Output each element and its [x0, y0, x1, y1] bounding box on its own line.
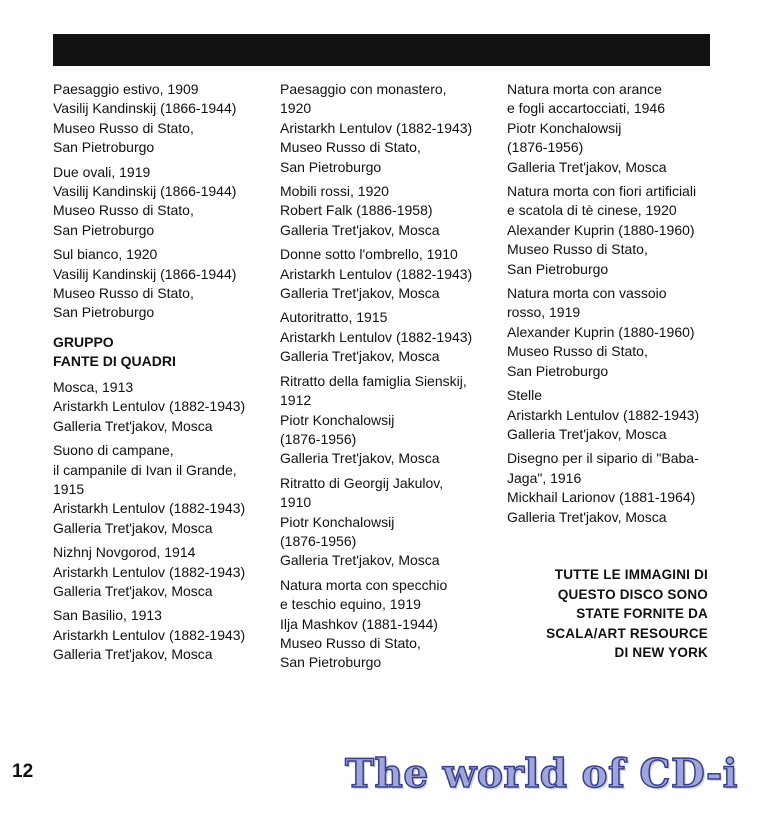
entry-line: Paesaggio con monastero, — [280, 81, 447, 97]
entry-line: Galleria Tret'jakov, Mosca — [507, 508, 667, 525]
artwork-entry — [53, 378, 273, 436]
artwork-entry — [280, 474, 500, 571]
entry-line: e teschio equino, 1919 — [280, 596, 421, 613]
entry-line: Galleria Tret'jakov, Mosca — [53, 582, 213, 599]
header-bar — [53, 34, 710, 66]
column-3 — [507, 80, 727, 532]
entry-line: Robert Falk (1886-1958) — [280, 202, 433, 219]
artwork-entry — [507, 182, 727, 279]
artwork-entry — [53, 543, 273, 601]
entry-line: Donne sotto l'ombrello, 1910 — [280, 246, 458, 263]
entry-line: Paesaggio estivo, 1909 — [53, 81, 199, 97]
entry-line: San Pietroburgo — [53, 221, 155, 238]
entry-line: Ritratto della famiglia Sienskij, — [280, 372, 467, 389]
entry-line: Sul bianco, 1920 — [53, 246, 158, 263]
entry-line: Galleria Tret'jakov, Mosca — [53, 519, 213, 536]
artwork-entry — [280, 308, 500, 366]
entry-line: Natura morta con fiori artificiali — [507, 183, 697, 200]
artwork-entry — [280, 372, 500, 469]
entry-line: Galleria Tret'jakov, Mosca — [53, 646, 213, 663]
entry-line: Museo Russo di Stato, — [507, 241, 648, 258]
entry-line: Aristarkh Lentulov (1882-1943) — [280, 328, 473, 345]
artwork-entry — [53, 80, 273, 158]
entry-line: Galleria Tret'jakov, Mosca — [53, 417, 213, 434]
page-number: 12 — [12, 761, 34, 782]
entry-line: Mobili rossi, 1920 — [280, 183, 389, 200]
entry-line: Due ovali, 1919 — [53, 163, 151, 180]
entry-line: San Pietroburgo — [53, 139, 155, 156]
entry-line: il campanile di Ivan il Grande, — [53, 461, 237, 478]
entry-line: Museo Russo di Stato, — [507, 343, 648, 360]
entry-line: Aristarkh Lentulov (1882-1943) — [280, 119, 473, 136]
entry-line: Aristarkh Lentulov (1882-1943) — [53, 626, 246, 643]
artwork-entry — [280, 182, 500, 240]
entry-line: Ilja Mashkov (1881-1944) — [280, 615, 438, 632]
entry-line: San Pietroburgo — [280, 158, 382, 175]
entry-line: Galleria Tret'jakov, Mosca — [280, 285, 440, 302]
entry-line: Museo Russo di Stato, — [53, 202, 194, 219]
column-2 — [280, 80, 500, 678]
entry-line: Galleria Tret'jakov, Mosca — [280, 221, 440, 238]
artwork-entry — [53, 606, 273, 664]
entry-line: Ritratto di Georgij Jakulov, — [280, 474, 444, 491]
entry-line: Piotr Konchalowsij — [280, 411, 395, 428]
entry-line: Aristarkh Lentulov (1882-1943) — [53, 500, 246, 517]
entry-line: e fogli accartocciati, 1946 — [507, 100, 665, 117]
entry-line: Aristarkh Lentulov (1882-1943) — [53, 563, 246, 580]
entry-line: 1915 — [53, 480, 85, 497]
credits-line: TUTTE LE IMMAGINI DI — [554, 567, 708, 582]
entry-line: Galleria Tret'jakov, Mosca — [280, 552, 440, 569]
entry-line: (1876-1956) — [280, 532, 357, 549]
credits-line: STATE FORNITE DA — [576, 606, 708, 622]
entry-line: San Pietroburgo — [280, 654, 382, 671]
entry-line: Piotr Konchalowsij — [507, 119, 622, 136]
entry-line: Museo Russo di Stato, — [280, 634, 421, 651]
entry-line: Vasilij Kandinskij (1866-1944) — [53, 100, 237, 117]
entry-line: Galleria Tret'jakov, Mosca — [280, 450, 440, 467]
entry-line: San Pietroburgo — [507, 260, 609, 277]
entry-line: Suono di campane, — [53, 442, 174, 459]
group-heading-line: GRUPPO — [53, 333, 114, 350]
artwork-entry — [507, 80, 727, 177]
artwork-entry — [53, 441, 273, 538]
brand-logo: The world of CD-i — [344, 751, 738, 797]
entry-line: Natura morta con specchio — [280, 576, 448, 593]
entry-line: 1920 — [280, 100, 312, 117]
entry-line: Mosca, 1913 — [53, 378, 134, 395]
entry-line: Alexander Kuprin (1880-1960) — [507, 221, 695, 238]
entry-line: Museo Russo di Stato, — [280, 139, 421, 156]
entry-line: Natura morta con arance — [507, 81, 662, 97]
entry-line: Vasilij Kandinskij (1866-1944) — [53, 265, 237, 282]
entry-line: (1876-1956) — [507, 139, 584, 156]
entry-line: Galleria Tret'jakov, Mosca — [507, 425, 667, 442]
entry-line: Aristarkh Lentulov (1882-1943) — [53, 398, 246, 415]
artwork-entry — [53, 245, 273, 323]
artwork-entry — [53, 163, 273, 241]
artwork-entry — [280, 245, 500, 303]
artwork-entry — [507, 386, 727, 444]
entry-line: Museo Russo di Stato, — [53, 119, 194, 136]
entry-line: (1876-1956) — [280, 430, 357, 447]
credits-line: DI NEW YORK — [614, 645, 708, 661]
entry-line: 1910 — [280, 494, 312, 511]
entry-line: Galleria Tret'jakov, Mosca — [280, 348, 440, 365]
credits-line: QUESTO DISCO SONO — [557, 586, 708, 602]
credits-line: SCALA/ART RESOURCE — [546, 625, 708, 641]
entry-line: Nizhnj Novgorod, 1914 — [53, 544, 196, 561]
entry-line: Aristarkh Lentulov (1882-1943) — [507, 406, 700, 423]
entry-line: rosso, 1919 — [507, 304, 581, 321]
image-credits — [546, 565, 708, 663]
entry-line: Aristarkh Lentulov (1882-1943) — [280, 265, 473, 282]
entry-line: San Basilio, 1913 — [53, 607, 162, 624]
entry-line: Alexander Kuprin (1880-1960) — [507, 323, 695, 340]
artwork-entry — [507, 284, 727, 381]
artwork-entry — [280, 80, 500, 177]
entry-line: Mickhail Larionov (1881-1964) — [507, 489, 696, 506]
group-heading-line: FANTE DI QUADRI — [53, 352, 176, 369]
entry-line: Piotr Konchalowsij — [280, 513, 395, 530]
group-heading — [53, 333, 273, 371]
entry-line: Museo Russo di Stato, — [53, 285, 194, 302]
artwork-entry — [280, 576, 500, 673]
artwork-entry — [507, 449, 727, 527]
entry-line: 1912 — [280, 392, 312, 409]
entry-line: Galleria Tret'jakov, Mosca — [507, 158, 667, 175]
entry-line: San Pietroburgo — [53, 304, 155, 321]
entry-line: Vasilij Kandinskij (1866-1944) — [53, 183, 237, 200]
entry-line: e scatola di tè cinese, 1920 — [507, 202, 677, 219]
entry-line: Natura morta con vassoio — [507, 285, 667, 302]
entry-line: Stelle — [507, 387, 543, 404]
entry-line: Autoritratto, 1915 — [280, 309, 388, 326]
entry-line: Disegno per il sipario di "Baba- — [507, 450, 699, 467]
entry-line: San Pietroburgo — [507, 362, 609, 379]
column-1 — [53, 80, 273, 670]
entry-line: Jaga", 1916 — [507, 469, 582, 486]
